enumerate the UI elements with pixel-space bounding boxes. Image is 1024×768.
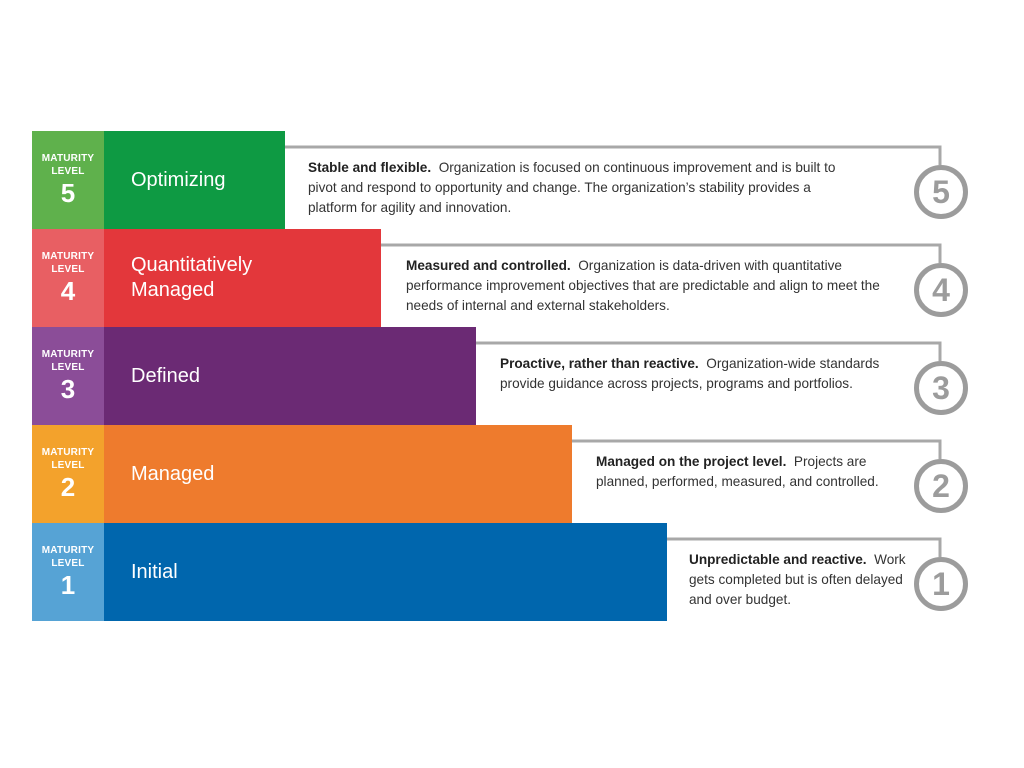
- level-5-text: Organization is focused on continuous improvement and is built to pivot and respond to opportunity and change. The organization’s stability provides a platform for agility and innovation.: [308, 160, 836, 215]
- level-2-caption: MATURITY LEVEL: [41, 447, 95, 471]
- level-1-caption: MATURITY LEVEL: [41, 545, 95, 569]
- level-5-lead: Stable and flexible.: [308, 160, 432, 175]
- level-5-description: [308, 158, 848, 218]
- level-4-text: Organization is data-driven with quantitative performance improvement objectives that are predictable and align to meet the needs of internal and external stakeholders.: [406, 258, 880, 313]
- level-5-bar: [104, 131, 285, 229]
- level-4-badge: [32, 229, 104, 327]
- level-3-number-circle: 3: [914, 361, 968, 415]
- level-1-text: Work gets completed but is often delayed and over budget.: [689, 552, 906, 607]
- level-4-number-circle: 4: [914, 263, 968, 317]
- level-3-badge: [32, 327, 104, 425]
- level-4-name: Quantitatively Managed: [131, 254, 253, 301]
- level-2-name: Managed: [131, 462, 215, 485]
- level-5-caption: MATURITY LEVEL: [41, 153, 95, 177]
- level-2-text: Projects are planned, performed, measured, and controlled.: [596, 454, 879, 489]
- level-5-number: 5: [60, 178, 76, 208]
- level-5-badge: [32, 131, 104, 229]
- level-3-name: Defined: [131, 364, 200, 387]
- level-2-number-circle: 2: [914, 459, 968, 513]
- level-1-number: 1: [60, 570, 76, 600]
- level-1-bar: [104, 523, 667, 621]
- level-4-description: [406, 256, 906, 316]
- level-1-badge: [32, 523, 104, 621]
- level-2-description: [596, 452, 886, 492]
- level-4-bar: [104, 229, 381, 327]
- level-1-lead: Unpredictable and reactive.: [689, 552, 867, 567]
- level-1-description: [689, 550, 919, 610]
- level-3-description: [500, 354, 880, 394]
- level-3-text: Organization-wide standards provide guidance across projects, programs and portfolios.: [500, 356, 880, 391]
- level-3-number: 3: [60, 374, 76, 404]
- level-4-caption: MATURITY LEVEL: [41, 251, 95, 275]
- level-5-name: Optimizing: [131, 168, 226, 191]
- level-2-badge: [32, 425, 104, 523]
- level-5-number-circle: 5: [914, 165, 968, 219]
- level-3-caption: MATURITY LEVEL: [41, 349, 95, 373]
- level-2-bar: [104, 425, 572, 523]
- level-2-lead: Managed on the project level.: [596, 454, 787, 469]
- level-2-number: 2: [60, 472, 76, 502]
- level-4-number: 4: [60, 276, 76, 306]
- level-4-lead: Measured and controlled.: [406, 258, 571, 273]
- level-1-number-circle: 1: [914, 557, 968, 611]
- level-3-bar: [104, 327, 476, 425]
- level-3-lead: Proactive, rather than reactive.: [500, 356, 699, 371]
- level-1-name: Initial: [131, 560, 178, 583]
